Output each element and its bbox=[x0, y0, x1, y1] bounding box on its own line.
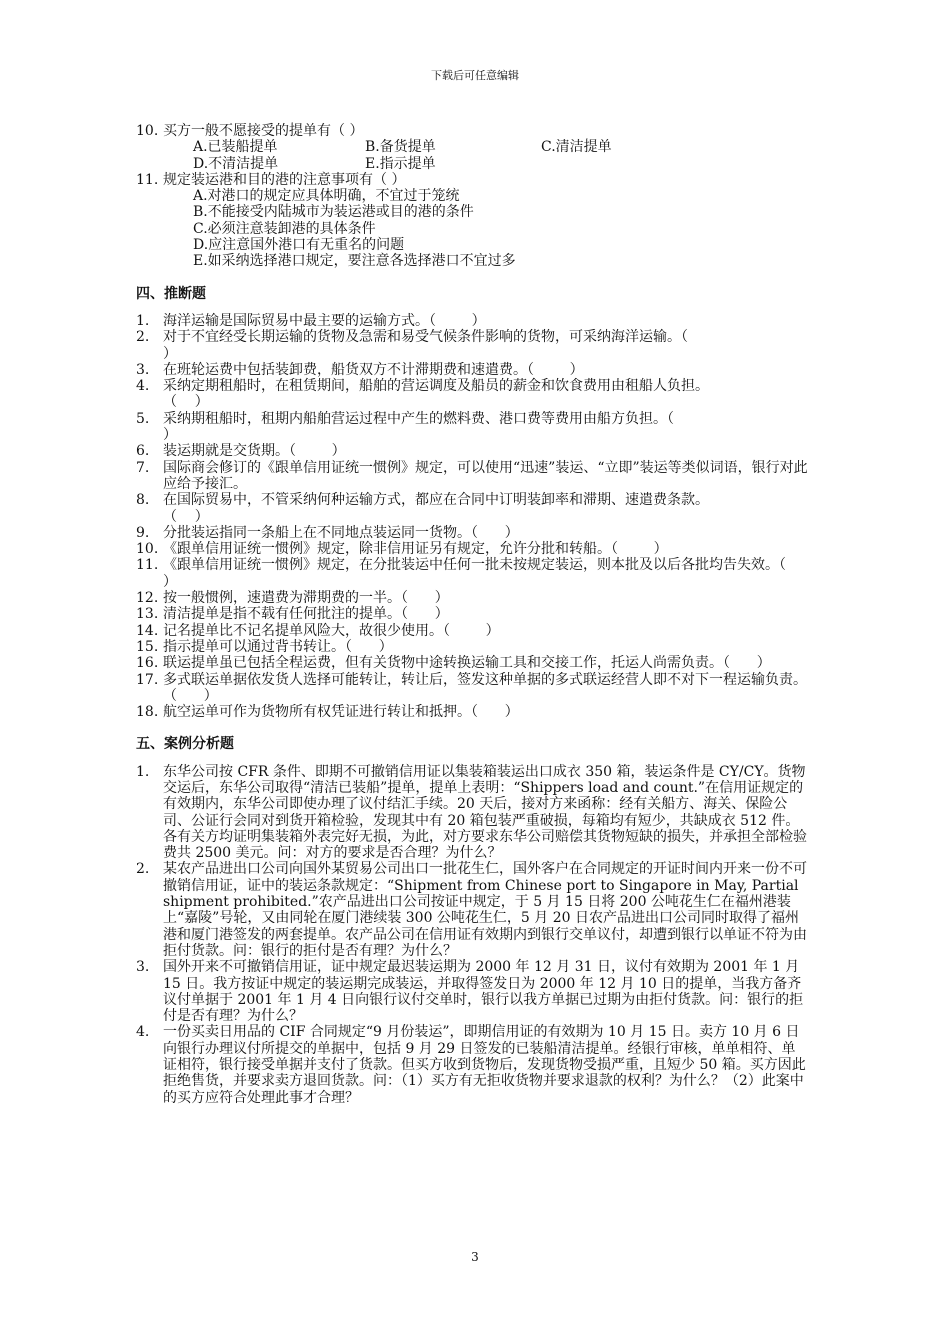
option: D.不清洁提单 bbox=[193, 155, 279, 172]
judgement-item bbox=[136, 443, 808, 459]
page-number: 3 bbox=[471, 1250, 479, 1264]
choice-question-10 bbox=[136, 123, 808, 139]
judgement-item bbox=[136, 411, 808, 444]
item-text: 在国际贸易中，不管采纳何种运输方式，都应在合同中订明装卸率和滞期、速遣费条款。 （ ） bbox=[163, 492, 709, 525]
item-number: 3. bbox=[136, 959, 150, 976]
option: B.不能接受内陆城市为装运港或目的港的条件 bbox=[193, 204, 474, 221]
question-text: 买方一般不愿接受的提单有（ ） bbox=[163, 123, 364, 139]
item-text: 对于不宜经受长期运输的货物及急需和易受气候条件影响的货物，可采纳海洋运输。（ ） bbox=[163, 329, 688, 362]
judgement-item bbox=[136, 378, 808, 411]
judgement-item bbox=[136, 655, 808, 671]
item-text: 《跟单信用证统一惯例》规定，除非信用证另有规定，允许分批和转船。（ ） bbox=[163, 541, 668, 558]
judgement-item bbox=[136, 623, 808, 639]
item-number: 4. bbox=[136, 1024, 150, 1041]
judgement-item bbox=[136, 672, 808, 705]
judgement-list bbox=[136, 312, 813, 721]
item-text: 采纳期租船时，租期内船舶营运过程中产生的燃料费、港口费等费用由船方负担。（ ） bbox=[163, 410, 674, 444]
item-number: 10. bbox=[136, 541, 159, 558]
item-number: 9. bbox=[136, 524, 150, 541]
item-number: 15. bbox=[136, 638, 159, 655]
item-number: 1. bbox=[136, 312, 150, 329]
judgement-item bbox=[136, 704, 808, 720]
judgement-item bbox=[136, 460, 808, 493]
options-row bbox=[136, 139, 808, 155]
option: B.备货提单 bbox=[365, 139, 436, 156]
option: C.必须注意装卸港的具体条件 bbox=[193, 220, 376, 237]
item-text: 《跟单信用证统一惯例》规定，在分批装运中任何一批未按规定装运，则本批及以后各批均告失效。（ ） bbox=[163, 557, 813, 590]
section-title-judgement: 四、推断题 bbox=[136, 285, 206, 302]
option: C.清洁提单 bbox=[541, 139, 612, 156]
case-item bbox=[136, 959, 808, 1024]
item-text: 一份买卖日用品的 CIF 合同规定“9 月份装运”，即期信用证的有效期为 10 月 15 日。卖方 10 月 6 日向银行办理议付所提交的单据中，包括 9 月 29 日签发的已装船清洁提单。经银行审核，单单相符、单证相符，银行接受单据并支付了货款。但买方收到货物后，发现货物受损严重，且短少 50 箱。买方因此拒绝售货，并要求卖方退回货款。问：（1）买方有无拒收货物并要求退款的权利？为什么？（2）此案中的买方应符合处理此事才合理？ bbox=[163, 1024, 806, 1106]
item-number: 13. bbox=[136, 606, 159, 623]
judgement-item bbox=[136, 557, 813, 590]
item-number: 2. bbox=[136, 329, 150, 346]
case-list bbox=[136, 764, 808, 1106]
choice-question-11 bbox=[136, 172, 808, 188]
item-number: 17. bbox=[136, 671, 159, 688]
option: A.已装船提单 bbox=[193, 139, 278, 156]
document-body bbox=[136, 123, 813, 1106]
item-text: 清洁提单是指不载有任何批注的提单。（ ） bbox=[163, 606, 449, 623]
options-row bbox=[136, 156, 808, 172]
case-item bbox=[136, 861, 808, 959]
item-text: 航空运单可作为货物所有权凭证进行转让和抵押。（ ） bbox=[163, 704, 519, 721]
item-text: 装运期就是交货期。（ ） bbox=[163, 443, 346, 460]
item-number: 18. bbox=[136, 704, 159, 721]
item-text: 东华公司按 CFR 条件、即期不可撤销信用证以集装箱装运出口成衣 350 箱，装运条件是 CY/CY。货物交运后，东华公司取得“清洁已装船”提单，提单上表明：“Shippers load and count.”在信用证规定的有效期内，东华公司即使办理了议付结汇手续。20 天后，接对方来函称：经有关船方、海关、保险公司、公证行会同对到货开箱检验，发现其中有 20 箱包装严重破损，每箱均有短少，共缺成衣 512 件。各有关方均证明集装箱外表完好无损，为此，对方要求东华公司赔偿其货物短缺的损失，并承担全部检验费共 2500 美元。问：对方的要求是否合理？为什么？ bbox=[163, 763, 807, 862]
item-text: 采纳定期租船时，在租赁期间，船舶的营运调度及船员的薪金和饮食费用由租船人负担。 （ ） bbox=[163, 378, 709, 411]
option: E.指示提单 bbox=[365, 155, 436, 172]
item-text: 在班轮运费中包括装卸费，船货双方不计滞期费和速遣费。（ ） bbox=[163, 361, 584, 378]
item-number: 7. bbox=[136, 459, 150, 476]
judgement-item bbox=[136, 541, 808, 557]
item-number: 4. bbox=[136, 378, 150, 395]
item-number: 8. bbox=[136, 492, 150, 509]
item-text: 联运提单虽已包括全程运费，但有关货物中途转换运输工具和交接工作，托运人尚需负责。（ ） bbox=[163, 655, 771, 672]
item-number: 5. bbox=[136, 410, 150, 427]
item-text: 国际商会修订的《跟单信用证统一惯例》规定，可以使用“迅速”装运、“立即”装运等类似词语，银行对此应给予接汇。 bbox=[163, 459, 808, 492]
case-item bbox=[136, 764, 808, 862]
section-title-case-analysis: 五、案例分析题 bbox=[136, 736, 234, 753]
judgement-item bbox=[136, 606, 808, 622]
judgement-item bbox=[136, 590, 808, 606]
item-number: 14. bbox=[136, 622, 159, 639]
judgement-item bbox=[136, 639, 808, 655]
case-item bbox=[136, 1024, 808, 1105]
item-number: 3. bbox=[136, 361, 150, 378]
judgement-item bbox=[136, 362, 808, 378]
item-text: 海洋运输是国际贸易中最主要的运输方式。（ ） bbox=[163, 312, 486, 329]
item-text: 按一般惯例，速遣费为滞期费的一半。（ ） bbox=[163, 590, 449, 607]
item-text: 记名提单比不记名提单风险大，故很少使用。（ ） bbox=[163, 622, 500, 639]
item-number: 1. bbox=[136, 763, 150, 780]
item-text: 某农产品进出口公司向国外某贸易公司出口一批花生仁，国外客户在合同规定的开证时间内开来一份不可撤销信用证，证中的装运条款规定：“Shipment from Chinese port to Singapore in May, Partial shipment prohibited.”农产品进出口公司按证中规定，于 5 月 15 日将 200 公吨花生仁在福州港装上“嘉陵”号轮，又由同轮在厦门港续装 300 公吨花生仁，5 月 20 日农产品进出口公司同时取得了福州港和厦门港签发的两套提单。农产品公司在信用证有效期内到银行交单议付，却遭到银行以单证不符为由拒付货款。问：银行的拒付是否有理？为什么？ bbox=[163, 861, 807, 959]
judgement-item bbox=[136, 525, 808, 541]
item-text: 多式联运单据依发货人选择可能转让，转让后，签发这种单据的多式联运经营人即不对下一程运输负责。（ ） bbox=[163, 671, 807, 704]
item-text: 国外开来不可撤销信用证，证中规定最迟装运期为 2000 年 12 月 31 日，议付有效期为 2001 年 1 月 15 日。我方按证中规定的装运期完成装运，并取得签发日为 2000 年 12 月 10 日的提单，当我方备齐议付单据于 2001 年 1 月 4 日向银行议付交单时，银行以我方单据已过期为由拒付货款。问：银行的拒付是否有理？为什么？ bbox=[163, 959, 804, 1025]
option: D.应注意国外港口有无重名的问题 bbox=[193, 237, 405, 254]
question-number: 10. bbox=[136, 123, 159, 139]
item-number: 2. bbox=[136, 861, 150, 878]
item-number: 6. bbox=[136, 443, 150, 460]
option: E.如采纳选择港口规定，要注意各选择港口不宜过多 bbox=[193, 253, 516, 270]
page-header: 下载后可任意编辑 bbox=[431, 69, 519, 82]
judgement-item bbox=[136, 313, 808, 329]
question-number: 11. bbox=[136, 171, 159, 188]
item-text: 指示提单可以通过背书转让。（ ） bbox=[163, 638, 393, 655]
item-number: 11. bbox=[136, 557, 159, 574]
option: A.对港口的规定应具体明确，不宜过于笼统 bbox=[193, 188, 460, 205]
item-number: 16. bbox=[136, 655, 159, 672]
item-number: 12. bbox=[136, 590, 159, 607]
judgement-item bbox=[136, 329, 808, 362]
item-text: 分批装运指同一条船上在不同地点装运同一货物。（ ） bbox=[163, 524, 519, 541]
question-text: 规定装运港和目的港的注意事项有（ ） bbox=[163, 171, 406, 188]
judgement-item bbox=[136, 492, 808, 525]
